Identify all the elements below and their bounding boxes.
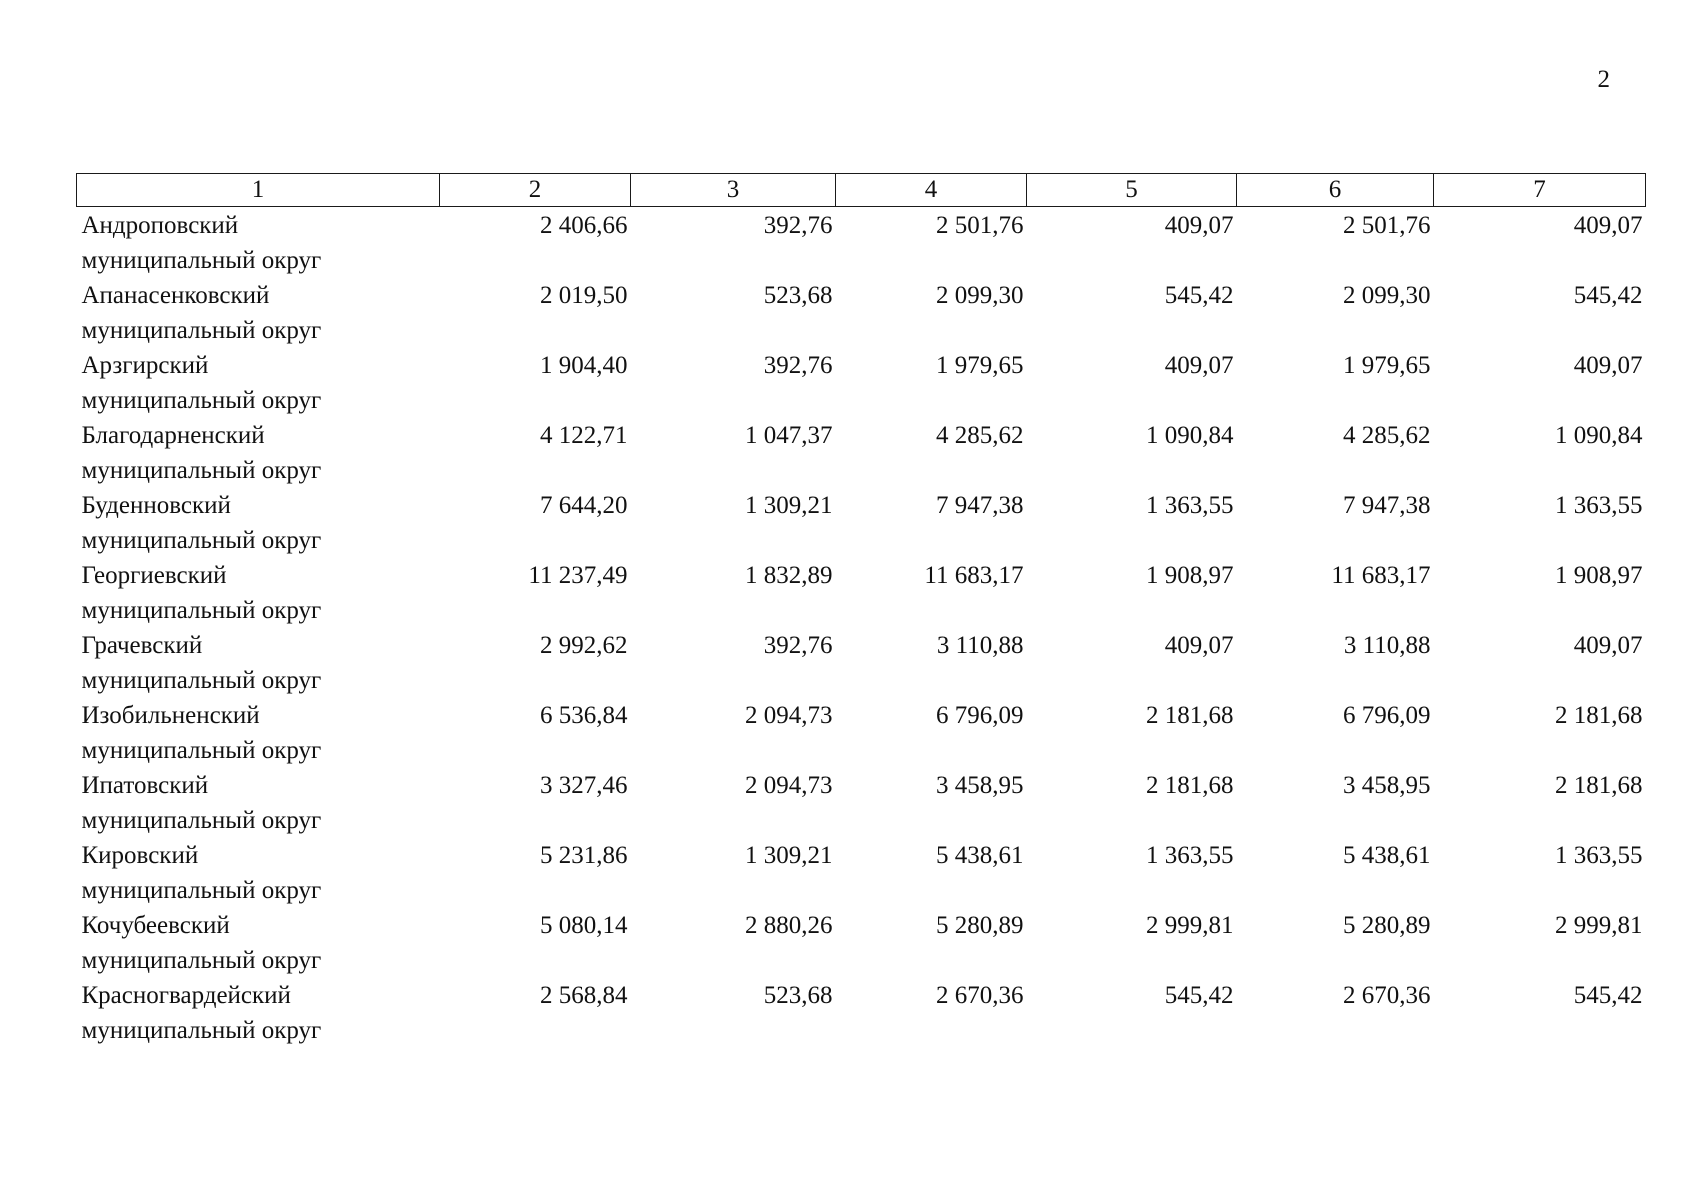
- value-cell: 3 458,95: [936, 772, 1024, 799]
- district-name-line: Буденновский: [81, 492, 231, 519]
- value-cell: 4 122,71: [540, 422, 628, 449]
- district-name-cell: [77, 698, 440, 768]
- district-name-line: Грачевский: [81, 632, 203, 659]
- value-cell: 1 904,40: [540, 352, 628, 379]
- value-cell: 2 999,81: [1555, 912, 1643, 939]
- value-cell: 2 181,68: [1555, 702, 1643, 729]
- value-cell: 2 880,26: [745, 912, 833, 939]
- value-cell: 409,07: [1164, 632, 1234, 659]
- value-cell: 1 908,97: [1555, 562, 1643, 589]
- table-row: [77, 838, 1646, 908]
- value-cell: 545,42: [1573, 282, 1643, 309]
- value-cell: 2 181,68: [1146, 772, 1234, 799]
- district-name-cell: [77, 558, 440, 628]
- table-row: [77, 698, 1646, 768]
- value-cell: 2 670,36: [1343, 982, 1431, 1009]
- district-name-cell: [77, 978, 440, 1048]
- table-row: [77, 488, 1646, 558]
- value-cell: 392,76: [763, 352, 833, 379]
- district-name-line: Кочубеевский: [81, 912, 230, 939]
- value-cell: 392,76: [763, 212, 833, 239]
- value-cell: 2 181,68: [1146, 702, 1234, 729]
- district-name-line: муниципальный округ: [81, 947, 322, 974]
- district-name-line: Красногвардейский: [81, 982, 291, 1009]
- district-name-cell: [77, 628, 440, 698]
- header-row: [77, 174, 1646, 207]
- value-cell: 1 832,89: [745, 562, 833, 589]
- column-header: 5: [1027, 174, 1237, 207]
- district-name-line: муниципальный округ: [81, 877, 322, 904]
- value-cell: 6 796,09: [1343, 702, 1431, 729]
- value-cell: 3 110,88: [936, 632, 1024, 659]
- value-cell: 2 094,73: [745, 702, 833, 729]
- table-row: [77, 348, 1646, 418]
- value-cell: 545,42: [1164, 282, 1234, 309]
- value-cell: 1 309,21: [745, 492, 833, 519]
- value-cell: 6 536,84: [540, 702, 628, 729]
- value-cell: 3 327,46: [540, 772, 628, 799]
- value-cell: 2 181,68: [1555, 772, 1643, 799]
- district-name-line: Георгиевский: [81, 562, 227, 589]
- value-cell: 7 947,38: [936, 492, 1024, 519]
- district-name-line: муниципальный округ: [81, 317, 322, 344]
- district-name-line: муниципальный округ: [81, 247, 322, 274]
- column-header: 2: [440, 174, 631, 207]
- value-cell: 2 992,62: [540, 632, 628, 659]
- value-cell: 409,07: [1573, 632, 1643, 659]
- value-cell: 4 285,62: [936, 422, 1024, 449]
- value-cell: 1 090,84: [1146, 422, 1234, 449]
- value-cell: 2 568,84: [540, 982, 628, 1009]
- value-cell: 2 019,50: [540, 282, 628, 309]
- table-row: [77, 768, 1646, 838]
- value-cell: 11 683,17: [924, 562, 1024, 589]
- table-row: [77, 978, 1646, 1048]
- district-name-line: Изобильненский: [81, 702, 260, 729]
- table-row: [77, 558, 1646, 628]
- value-cell: 4 285,62: [1343, 422, 1431, 449]
- value-cell: 409,07: [1573, 352, 1643, 379]
- district-name-cell: [77, 838, 440, 908]
- district-name-line: муниципальный округ: [81, 737, 322, 764]
- value-cell: 2 094,73: [745, 772, 833, 799]
- value-cell: 11 237,49: [528, 562, 628, 589]
- value-cell: 11 683,17: [1331, 562, 1431, 589]
- district-name-line: муниципальный округ: [81, 527, 322, 554]
- value-cell: 3 110,88: [1343, 632, 1431, 659]
- value-cell: 1 047,37: [745, 422, 833, 449]
- column-header: 4: [836, 174, 1027, 207]
- district-name-cell: [77, 418, 440, 488]
- district-name-line: Андроповский: [81, 212, 239, 239]
- value-cell: 7 644,20: [540, 492, 628, 519]
- value-cell: 5 280,89: [936, 912, 1024, 939]
- page-number: 2: [1597, 66, 1610, 93]
- value-cell: 1 363,55: [1146, 492, 1234, 519]
- value-cell: 2 099,30: [1343, 282, 1431, 309]
- district-name-line: Благодарненский: [81, 422, 265, 449]
- column-header: 6: [1237, 174, 1434, 207]
- value-cell: 2 501,76: [1343, 212, 1431, 239]
- value-cell: 1 979,65: [1343, 352, 1431, 379]
- value-cell: 3 458,95: [1343, 772, 1431, 799]
- value-cell: 6 796,09: [936, 702, 1024, 729]
- district-name-line: муниципальный округ: [81, 457, 322, 484]
- value-cell: 409,07: [1164, 352, 1234, 379]
- table-row: [77, 628, 1646, 698]
- column-header: 1: [77, 174, 440, 207]
- value-cell: 545,42: [1164, 982, 1234, 1009]
- district-name-cell: [77, 278, 440, 348]
- table-row: [77, 207, 1646, 279]
- value-cell: 1 979,65: [936, 352, 1024, 379]
- district-name-cell: [77, 768, 440, 838]
- value-cell: 7 947,38: [1343, 492, 1431, 519]
- district-name-line: муниципальный округ: [81, 807, 322, 834]
- column-header: 3: [631, 174, 836, 207]
- table-row: [77, 908, 1646, 978]
- district-name-line: муниципальный округ: [81, 667, 322, 694]
- table-row: [77, 278, 1646, 348]
- value-cell: 392,76: [763, 632, 833, 659]
- district-name-line: Ипатовский: [81, 772, 209, 799]
- value-cell: 5 438,61: [1343, 842, 1431, 869]
- value-cell: 2 099,30: [936, 282, 1024, 309]
- value-cell: 1 090,84: [1555, 422, 1643, 449]
- value-cell: 409,07: [1164, 212, 1234, 239]
- district-name-line: муниципальный округ: [81, 387, 322, 414]
- value-cell: 523,68: [763, 282, 833, 309]
- district-name-line: Арзгирский: [81, 352, 209, 379]
- value-cell: 5 080,14: [540, 912, 628, 939]
- value-cell: 1 363,55: [1555, 842, 1643, 869]
- value-cell: 1 908,97: [1146, 562, 1234, 589]
- value-cell: 1 363,55: [1146, 842, 1234, 869]
- value-cell: 5 280,89: [1343, 912, 1431, 939]
- value-cell: 2 670,36: [936, 982, 1024, 1009]
- district-name-line: муниципальный округ: [81, 1017, 322, 1044]
- district-name-line: муниципальный округ: [81, 597, 322, 624]
- district-name-line: Апанасенковский: [81, 282, 270, 309]
- value-cell: 523,68: [763, 982, 833, 1009]
- value-cell: 1 309,21: [745, 842, 833, 869]
- value-cell: 5 231,86: [540, 842, 628, 869]
- value-cell: 2 999,81: [1146, 912, 1234, 939]
- district-name-cell: [77, 908, 440, 978]
- table-row: [77, 418, 1646, 488]
- value-cell: 545,42: [1573, 982, 1643, 1009]
- district-name-cell: [77, 488, 440, 558]
- district-name-line: Кировский: [81, 842, 199, 869]
- value-cell: 2 501,76: [936, 212, 1024, 239]
- value-cell: 5 438,61: [936, 842, 1024, 869]
- column-header: 7: [1434, 174, 1646, 207]
- district-name-cell: [77, 348, 440, 418]
- district-name-cell: [77, 207, 440, 279]
- value-cell: 1 363,55: [1555, 492, 1643, 519]
- value-cell: 2 406,66: [540, 212, 628, 239]
- value-cell: 409,07: [1573, 212, 1643, 239]
- data-table: [76, 173, 1646, 1048]
